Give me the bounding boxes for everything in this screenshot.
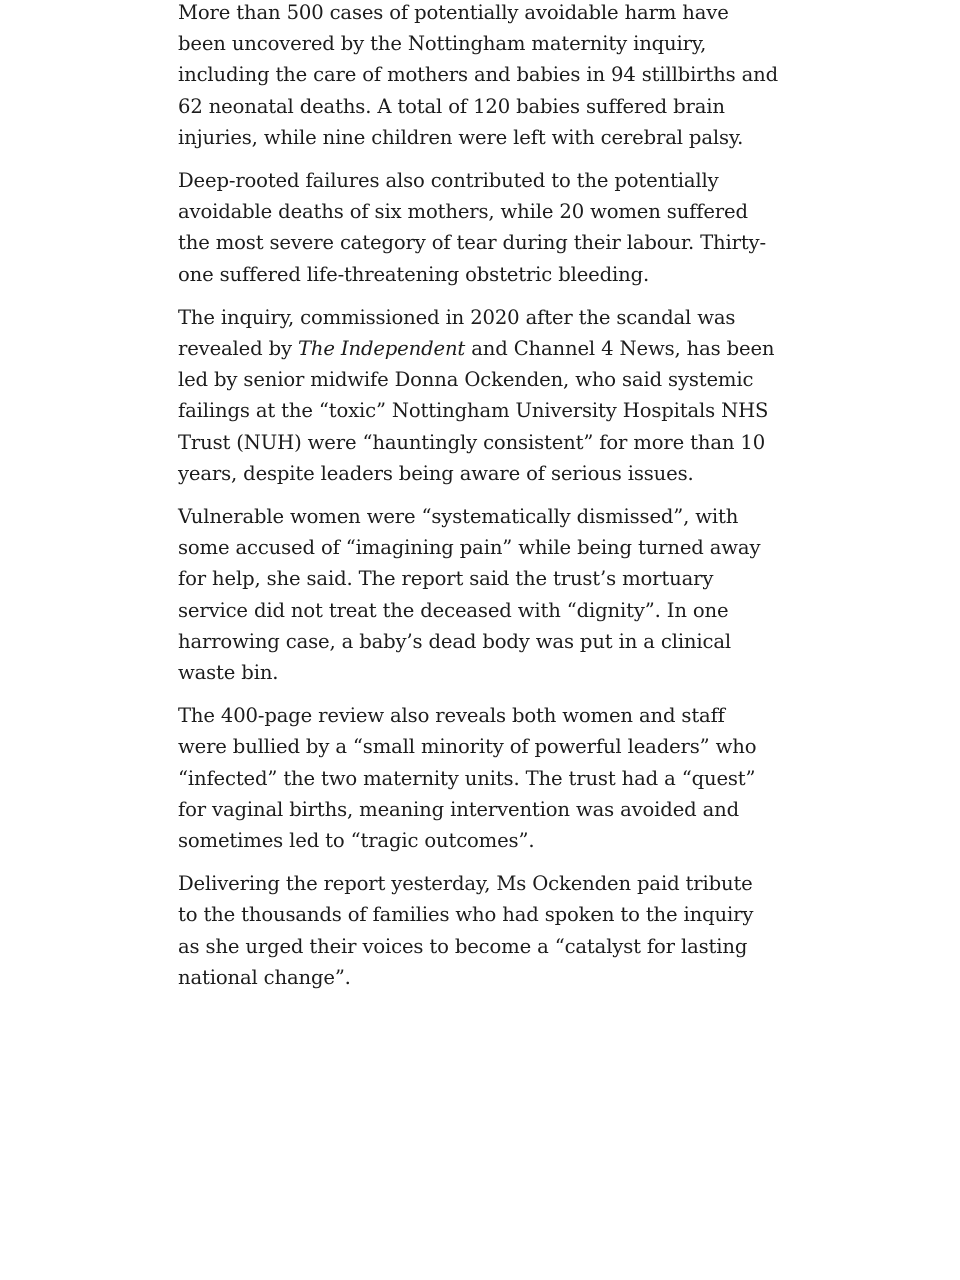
paragraph-5: The 400-page review also reveals both women and staff were bullied by a “small minority of powerful leaders” who “infected” the two maternity units. The trust had a “quest” for vaginal births, meaning intervention was avoided and sometimes led to “tragic outcomes”.: [178, 704, 757, 853]
paragraph-2: Deep-rooted failures also contributed to the potentially avoidable deaths of six mothers, while 20 women suffered the most severe category of tear during their labour. Thirty-one suffered life-threatening obstetric bleeding.: [178, 169, 766, 286]
paragraph-3-text-before: The inquiry, commissioned in 2020 after the scandal was revealed by: [178, 305, 736, 361]
publication-name: The Independent: [297, 337, 466, 361]
paragraph-3-text-after: and Channel 4 News, has been led by senior midwife Donna Ockenden, who said systemic failings at the “toxic” Nottingham University Hospitals NHS Trust (NUH) were “hauntingly consistent” for more than 10 years, despite leaders being aware of serious issues.: [178, 337, 775, 485]
article-body: [178, 0, 778, 1005]
paragraph-1: More than 500 cases of potentially avoidable harm have been uncovered by the Nottingham maternity inquiry, including the care of mothers and babies in 94 stillbirths and 62 neonatal deaths. A total of 120 babies suffered brain injuries, while nine children were left with cerebral palsy.: [178, 1, 778, 149]
paragraph-3: [178, 302, 778, 489]
paragraph-4: Vulnerable women were “systematically dismissed”, with some accused of “imagining pain” while being turned away for help, she said. The report said the trust’s mortuary service did not treat the deceased with “dignity”. In one harrowing case, a baby’s dead body was put in a clinical waste bin.: [178, 505, 761, 685]
paragraph-6: Delivering the report yesterday, Ms Ockenden paid tribute to the thousands of families who had spoken to the inquiry as she urged their voices to become a “catalyst for lasting national change”.: [178, 872, 754, 989]
